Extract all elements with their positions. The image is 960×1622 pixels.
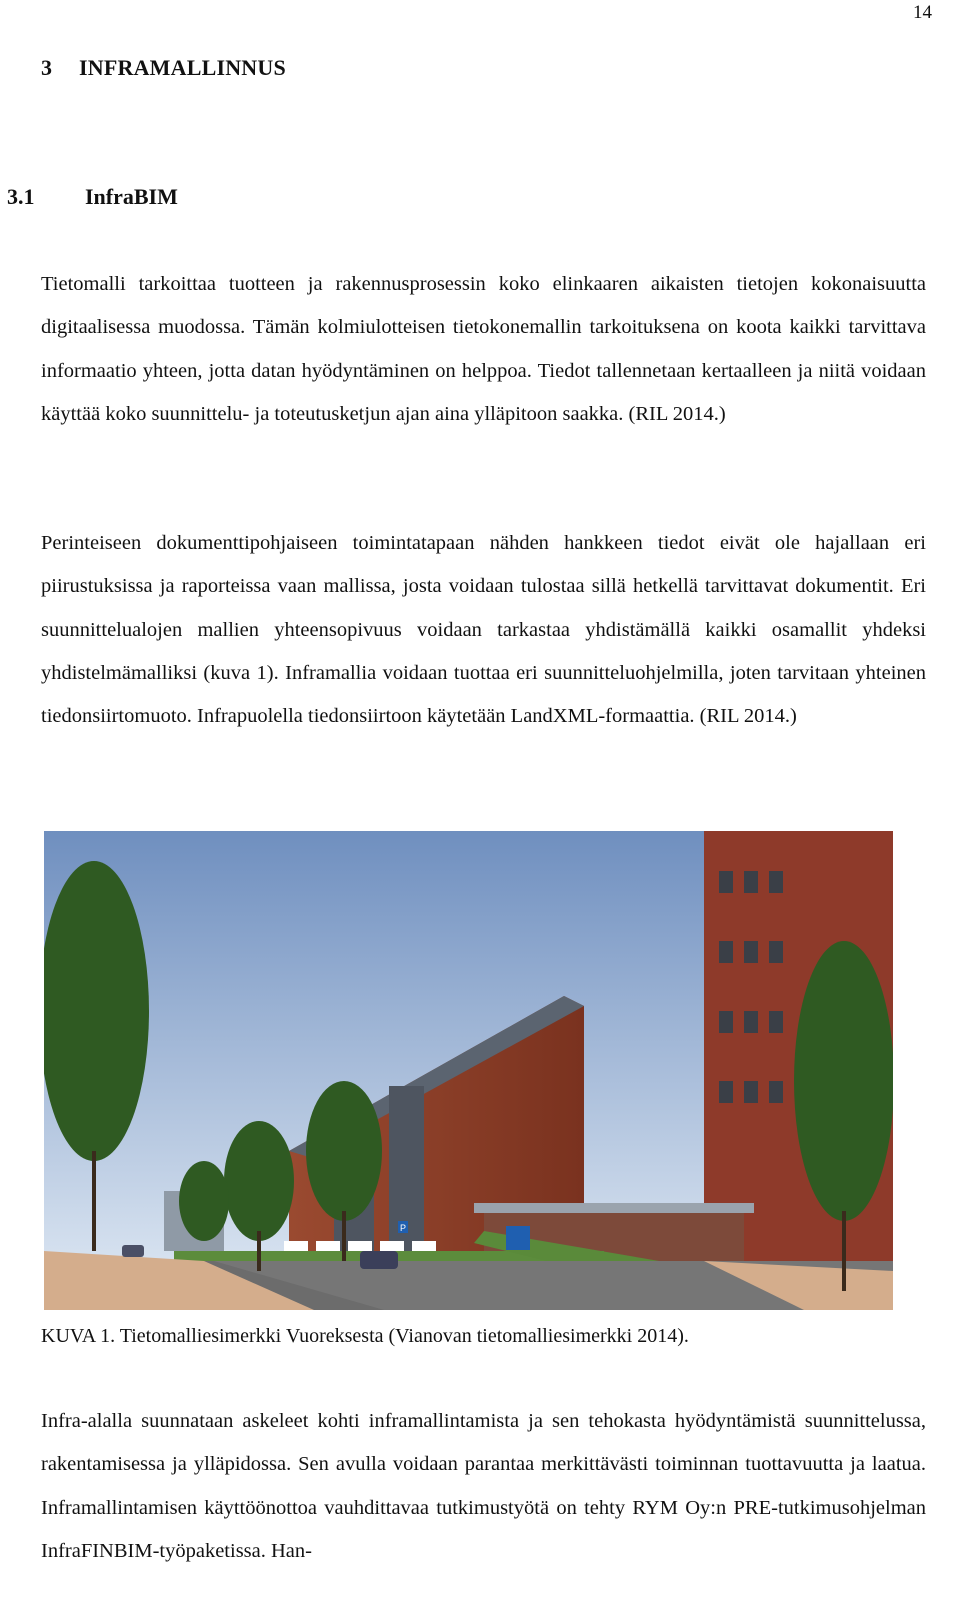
tree (179, 1161, 229, 1241)
tree (306, 1081, 382, 1221)
section-heading (7, 184, 178, 210)
tree (794, 941, 893, 1221)
page-number: 14 (913, 2, 932, 23)
crossing-sign (506, 1226, 530, 1250)
car (360, 1251, 398, 1269)
pavilion-roof (474, 1203, 754, 1213)
paragraph: Tietomalli tarkoittaa tuotteen ja rakennusprosessin koko elinkaaren aikaisten tietojen kokonaisuutta digitaalisessa muodossa. Tämän kolmiulotteisen tietokonemallin tarkoituksena on koota kaikki tarvittava informaatio yhteen, jotta datan hyödyntäminen on helppoa. Tiedot tallennetaan kertaalleen ja niitä voidaan käyttää koko suunnittelu- ja toteutusketjun ajan aina ylläpitoon saakka. (RIL 2014.) (41, 273, 926, 425)
paragraph: Perinteiseen dokumenttipohjaiseen toimintatapaan nähden hankkeen tiedot eivät ole hajallaan eri piirustuksissa ja raporteissa vaan mallissa, josta voidaan tulostaa sillä hetkellä tarvittavat dokumentit. Eri suunnittelualojen mallien yhteensopivuus voidaan tarkastaa yhdistämällä kaikki osamallit yhdeksi yhdistelmämalliksi (kuva 1). Inframallia voidaan tuottaa eri suunnitteluohjelmilla, joten tarvitaan yhteinen tiedonsiirtomuoto. Infrapuolella tiedonsiirtoon käytetään LandXML-formaattia. (RIL 2014.) (41, 532, 926, 728)
section-title: InfraBIM (85, 184, 178, 209)
tree (224, 1121, 294, 1241)
tree (44, 861, 149, 1161)
chapter-heading (41, 55, 286, 81)
section-number: 3.1 (7, 184, 35, 209)
parking-sign: P (399, 1223, 407, 1233)
crosswalk (284, 1241, 436, 1251)
car (122, 1245, 144, 1257)
figure-image (44, 831, 893, 1310)
figure-caption: KUVA 1. Tietomalliesimerkki Vuoreksesta (Vianovan tietomalliesimerkki 2014). (41, 1325, 689, 1347)
chapter-title: INFRAMALLINNUS (79, 55, 286, 80)
chapter-number: 3 (41, 55, 53, 80)
paragraph: Infra-alalla suunnataan askeleet kohti inframallintamista ja sen tehokasta hyödyntämistä suunnittelussa, rakentamisessa ja ylläpidossa. Sen avulla voidaan parantaa merkittävästi toiminnan tuottavuutta ja laatua. Inframallintamisen käyttöönottoa vauhdittavaa tutkimustyötä on tehty RYM Oy:n PRE-tutkimusohjelman InfraFINBIM-työpaketissa. Han- (41, 1410, 926, 1562)
